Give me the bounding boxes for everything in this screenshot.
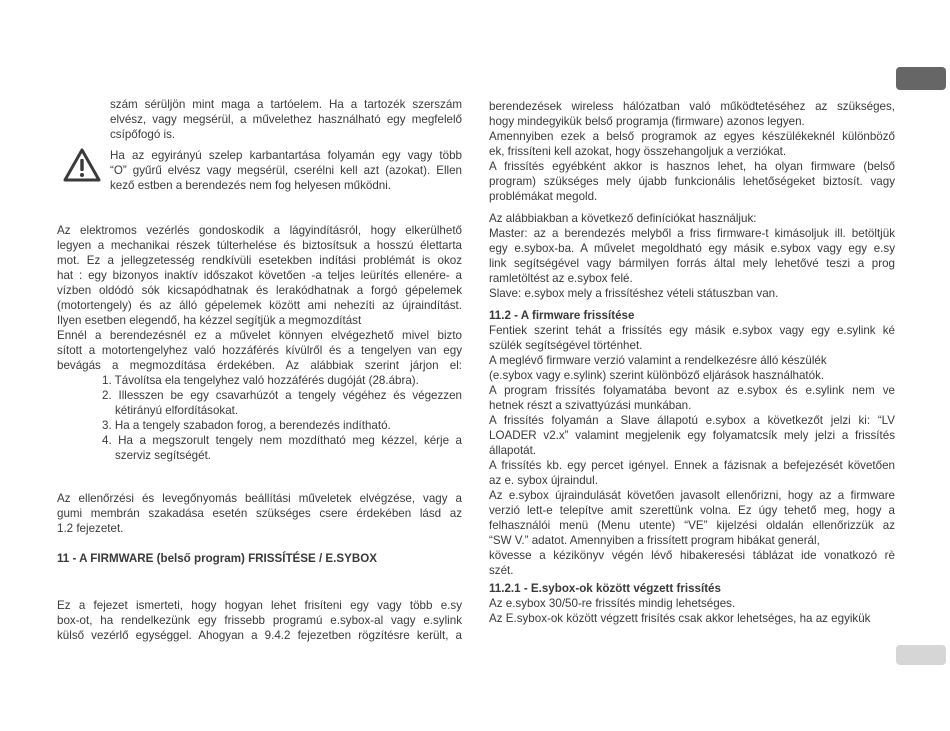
paragraph-line: Az E.sybox-ok között végzett frisítés csak akkor lehetséges, ha az egyikük [489,612,871,625]
paragraph-line: hetnek részt a szivattyúzási munkában. [489,399,692,412]
paragraph-line: Master: az a berendezés melyből a friss firmware-t kimásoljuk ill. betöltjük [489,227,895,240]
step-line: 3. Ha a tengely szabadon forog, a berendezés indítható. [102,419,391,432]
paragraph-line: A frissítés kb. egy percet igényel. Ennek a fázisnak a befejezését követően [489,459,895,472]
paragraph-line: Ilyen esetben elegendő, ha kézzel segítjük a megmozdítást [57,314,362,327]
paragraph-line: A meglévő firmware verzió valamint a rendelkezésre álló készülék [489,354,827,367]
language-tab-dark [896,67,946,90]
section-heading: 11 - A FIRMWARE (belső program) FRISSÍTÉSE / E.SYBOX [57,552,377,565]
paragraph-line: Amennyiben ezek a belső programok az egyes készülékeknél különböző [489,130,895,143]
warning-text-line: kező estben a berendezés nem fog helyesen működni. [110,179,392,192]
paragraph-line: elvész, vagy megsérül, a művelethez használható egy megfelelő [110,113,462,126]
warning-text-line: Ha az egyirányú szelep karbantartása folyamán egy vagy több [110,149,462,162]
paragraph-line: mot. Ez a jellegzetesség rendkívüli esetekben indítási problémát is okoz [57,254,462,267]
warning-text-line: “O” gyűrű elvész vagy megsérül, cserélni kell azt (azokat). Ellen [110,164,462,177]
warning-triangle-icon [63,148,101,182]
paragraph-line: hat : egy bizonyos inaktív időszakot követően -a teljes leürítés ellenére- a [57,269,462,282]
step-line: szerviz segítségét. [115,449,212,462]
paragraph-line: Fentiek szerint tehát a frissítés egy másik e.sybox vagy egy e.sylink ké [489,324,895,337]
paragraph-line: az e. sybox újraindul. [489,474,598,487]
paragraph-line: ramletöltést az e.sybox felé. [489,272,633,285]
paragraph-line: bevágás a megmozdítása érdekében. Az alábbiak szerint járjon el: [57,359,462,372]
paragraph-line: külső vezérlő egységgel. Ahogyan a 9.4.2 fejezetben rögzítésre került, a [57,629,462,642]
paragraph-line: “SW V.” adatot. Amennyiben a frissített program hibákat generál, [489,534,820,547]
paragraph-line: (motortengely) és az álló gépelemek között ami nehezíti az újraindítást. [57,299,462,312]
paragraph-line: link segítségével vagy bármilyen forrás által mely lehetővé teszi a prog [489,257,895,270]
paragraph-line: A frissítés egyébként akkor is hasznos lehet, ha olyan firmware (belső [489,160,895,173]
paragraph-line: Slave: e.sybox mely a frissítéshez vételi státuszban van. [489,287,779,300]
section-heading: 11.2.1 - E.sybox-ok között végzett frissítés [489,582,721,595]
paragraph-line: legyen a mechanikai részek túlterhelése és biztosítsuk a hosszú élettarta [57,239,462,252]
paragraph-line: szám sérüljön mint maga a tartóelem. Ha a tartozék szerszám [110,98,462,111]
paragraph-line: berendezések wireless hálózatban való működtetéséhez az szükséges, [489,100,895,113]
paragraph-line: LOADER v2.x” valamint megjelenik egy folyamatcsík mely jelzi a frissítés [489,429,895,442]
paragraph-line: felhasználói menü (Menu utente) “VE” kijelzési oldalán ellenőrizzük az [489,519,895,532]
paragraph-line: (e.sybox vagy e.sylink) szerint különböző eljárások használhatók. [489,369,825,382]
paragraph-line: box-ot, ha rendelkezünk egy frissebb programú e.sybox-al vagy e.sylink [57,614,462,627]
paragraph-line: csípőfogó is. [110,128,176,141]
paragraph-line: Az e.sybox 30/50-re frissítés mindig lehetséges. [489,597,736,610]
paragraph-line: Az ellenőrzési és levegőnyomás beállítási műveletek elvégzése, vagy a [57,492,462,505]
section-heading: 11.2 - A firmware frissítése [489,309,635,322]
paragraph-line: vízben oldódó sók kicsapódhatnak és lerakódhatnak a forgó gépelemek [57,284,462,297]
paragraph-line: sított a motortengelyhez való hozzáférés kívülről és a tengelyen van egy [57,344,462,357]
paragraph-line: szét. [489,564,514,577]
paragraph-line: Ez a fejezet ismerteti, hogy hogyan lehet frisíteni egy vagy több e.sy [57,599,462,612]
paragraph-line: hogy mindegyikük belső programja (firmware) azonos legyen. [489,115,805,128]
paragraph-line: gumi membrán szakadása esetén szükséges csere érdekében lásd az [57,507,462,520]
paragraph-line: egy e.sybox-ba. A művelet megoldható egy másik e.sybox vagy egy e.sy [489,242,895,255]
paragraph-line: ek, frissíteni kell azokat, hogy összehangoljuk a verziókat. [489,145,787,158]
paragraph-line: szülék segítségével történhet. [489,339,643,352]
step-line: kétirányú elfordításokat. [115,404,239,417]
paragraph-line: állapotát. [489,444,537,457]
paragraph-line: A frissítés folyamán a Slave állapotú e.sybox a következőt jelzi ki: “LV [489,414,895,427]
paragraph-line: Az alábbiakban a következő definíciókat használjuk: [489,212,757,225]
paragraph-line: 1.2 fejezetet. [57,522,124,535]
step-line: 4. Ha a megszorult tengely nem mozdítható meg kézzel, kérje a [102,434,462,447]
paragraph-line: Az elektromos vezérlés gondoskodik a lágyindításról, hogy elkerülhető [57,224,462,237]
paragraph-line: kövesse a kézikönyv végén lévő hibakeresési táblázat ide vonatkozó rè [489,549,895,562]
step-line: 1. Távolítsa ela tengelyhez való hozzáférés dugóját (28.ábra). [102,374,419,387]
page-tab-light [896,645,946,665]
paragraph-line: problémákat megold. [489,190,598,203]
paragraph-line: program) szükséges mely újabb funkcionális lehetőségeket biztosít. vagy [489,175,895,188]
paragraph-line: Ennél a berendezésnél ez a művelet könnyen elvégezhető mivel bizto [57,329,462,342]
paragraph-line: A program frissítés folyamatába bevont az e.sybox és e.sylink nem ve [489,384,895,397]
paragraph-line: Az e.sybox újraindulását követően javasolt ellenőrizni, hogy az a firmware [489,489,895,502]
step-line: 2. Illesszen be egy csavarhúzót a tengely végéhez és végezzen [102,389,462,402]
paragraph-line: verzió lett-e telepítve amit szerettünk volna. Ez úgy tehető meg, hogy a [489,504,895,517]
